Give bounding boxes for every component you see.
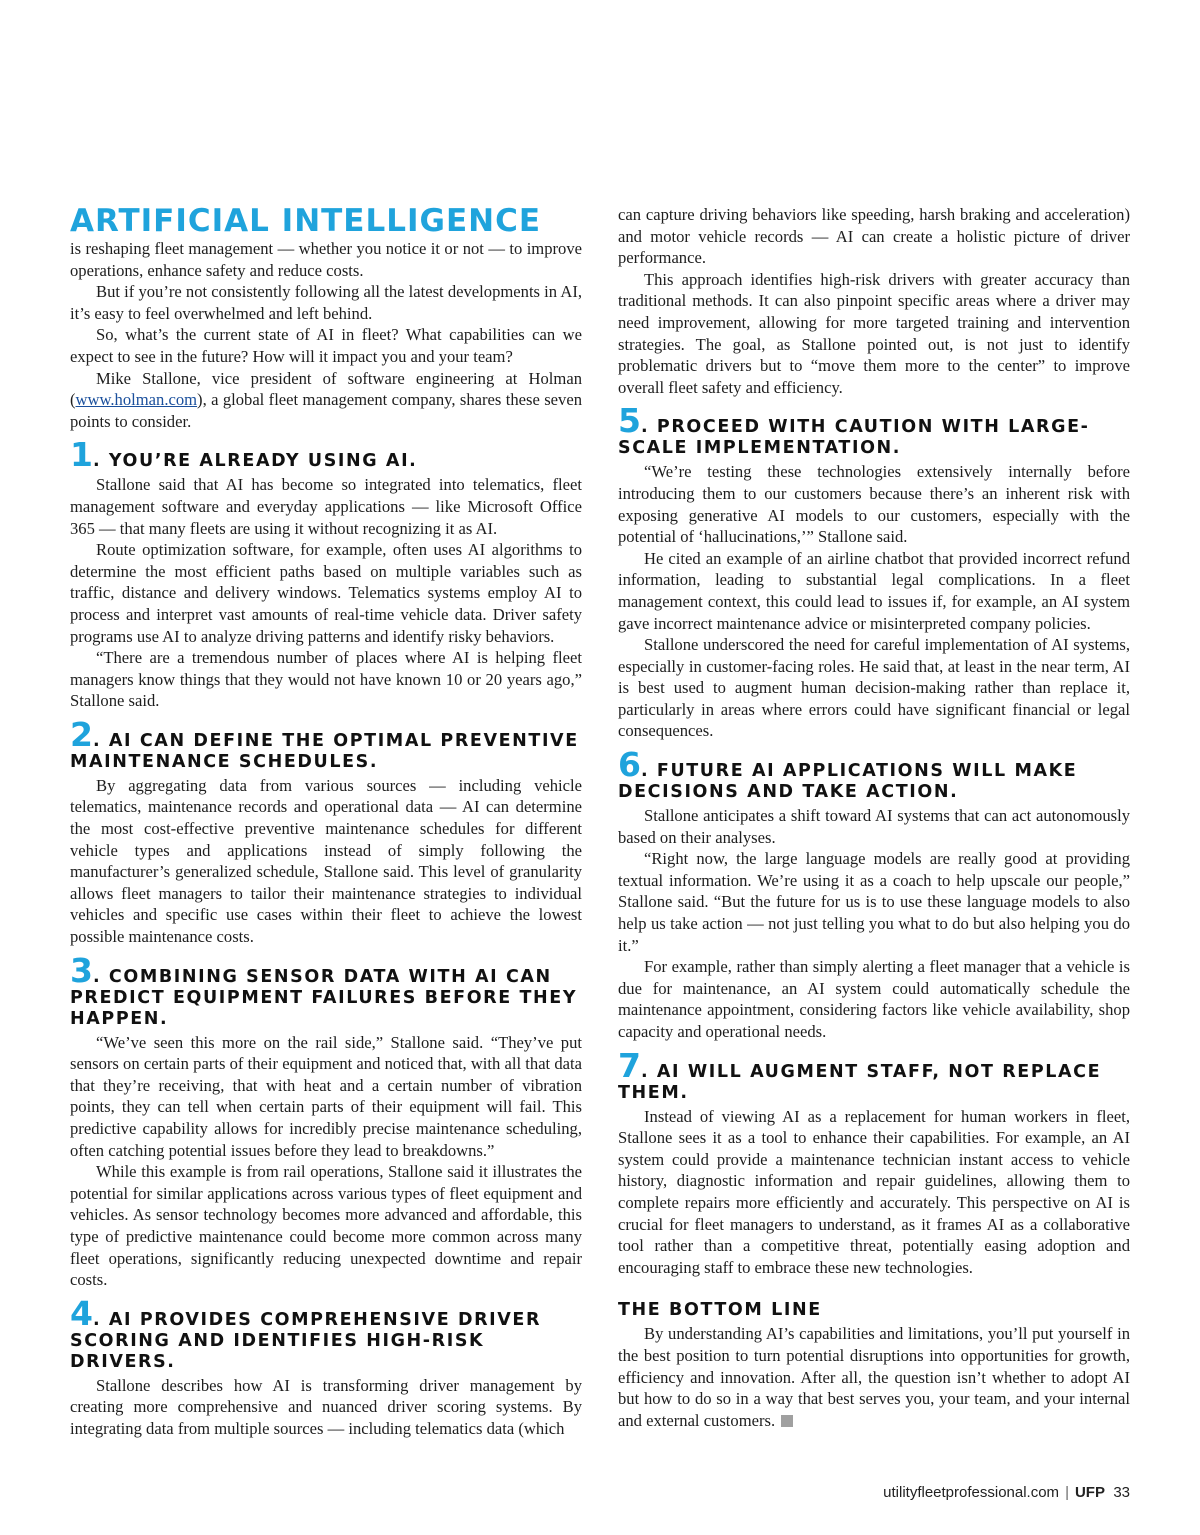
bottom-line-section: [618, 1300, 1130, 1431]
section-3: [70, 950, 582, 1291]
intro-paragraph-holman: [70, 368, 582, 433]
section-paragraph: Stallone anticipates a shift toward AI systems that can act autonomously based on their analyses.: [618, 806, 1130, 847]
section-number: 1: [70, 435, 93, 475]
article-title: ARTIFICIAL INTELLIGENCE: [70, 203, 542, 239]
intro-paragraph: is reshaping fleet management — whether you notice it or not — to improve operations, enhance safety and reduce costs.: [70, 239, 582, 280]
section-paragraph: “There are a tremendous number of places where AI is helping fleet managers know things that they would not have known 10 or 20 years ago,” Stallone said.: [70, 648, 582, 711]
right-column: [618, 204, 1130, 1431]
section-heading: [618, 1045, 1130, 1104]
section-paragraph: For example, rather than simply alerting a fleet manager that a vehicle is due for maintenance, an AI system could automatically schedule the maintenance appointment, considering factors like vehicle availability, shop capacity and operational needs.: [618, 957, 1130, 1041]
section-paragraph: Instead of viewing AI as a replacement for human workers in fleet, Stallone sees it as a tool to enhance their capabilities. For example, an AI system could provide a maintenance technician instant access to vehicle history, diagnostic information and repair guidelines, allowing them to complete repairs more efficiently and accurately. This perspective on AI is crucial for fleet managers to understand, as it frames AI as a collaborative tool rather than a competitive threat, potentially easing adoption and encouraging staff to embrace these new technologies.: [618, 1106, 1130, 1277]
section-heading: [618, 401, 1130, 459]
footer-separator: |: [1065, 1484, 1069, 1501]
section-heading-text: . AI WILL AUGMENT STAFF, NOT REPLACE THEM.: [618, 1061, 1102, 1103]
section-heading-text: . YOU’RE ALREADY USING AI.: [92, 451, 418, 472]
section-paragraph: Stallone underscored the need for careful implementation of AI systems, especially in customer-facing roles. He said that, at least in the near term, AI is best used to augment human decision-making rather than replace it, particularly in areas where errors could have significant financial or legal consequences.: [618, 635, 1130, 741]
section-paragraph: While this example is from rail operations, Stallone said it illustrates the potential for similar applications across various types of fleet equipment and vehicles. As sensor technology becomes more advanced and affordable, this type of predictive maintenance could become more common across many fleet operations, significantly reducing unexpected downtime and repair costs.: [70, 1162, 582, 1290]
section-number: 7: [618, 1045, 641, 1085]
section-2: [70, 714, 582, 948]
section-number: 2: [70, 714, 93, 754]
section-paragraph: “Right now, the large language models are really good at providing textual information. We’re using it as a coach to help upscale our people,” Stallone said. “But the future for us is to use these language models to also help us take action — not just telling you what to do but also helping you do it.”: [618, 849, 1130, 955]
bottom-line-heading: THE BOTTOM LINE: [618, 1300, 822, 1321]
bottom-line-paragraph: [618, 1323, 1130, 1431]
section-number: 6: [618, 745, 641, 785]
section-heading-text: . COMBINING SENSOR DATA WITH AI CAN PREDICT EQUIPMENT FAILURES BEFORE THEY HAPPEN.: [70, 966, 578, 1029]
section-number: 5: [618, 401, 641, 441]
section-5: [618, 401, 1130, 742]
section-paragraph: Route optimization software, for example, often uses AI algorithms to determine the most efficient paths based on multiple variables such as traffic, distance and delivery windows. Telematics systems employ AI to process and interpret vast amounts of real-time vehicle data. Driver safety programs use AI to analyze driving patterns and identify risky behaviors.: [70, 540, 582, 646]
end-of-article-square-icon: [781, 1415, 793, 1427]
intro-paragraph: So, what’s the current state of AI in fleet? What capabilities can we expect to see in the future? How will it impact you and your team?: [70, 325, 582, 366]
section-paragraph: “We’re testing these technologies extensively internally before introducing them to our customers because there’s an inherent risk with exposing generative AI models to our customers, especially with the potential of ‘hallucinations,’” Stallone said.: [618, 462, 1130, 547]
holman-link[interactable]: www.holman.com: [75, 390, 198, 410]
section-1: [70, 435, 582, 712]
intro-text: ), a global fleet management company, shares these seven points to consider.: [70, 390, 582, 431]
section-heading: [70, 435, 582, 475]
footer-site: utilityfleetprofessional.com: [883, 1484, 1060, 1501]
section-paragraph: “We’ve seen this more on the rail side,” Stallone said. “They’ve put sensors on certain parts of their equipment and noticed that, with all that data that they’re receiving, that with heat and a certain number of vibration points, they can tell when certain parts of their equipment will fail. This predictive capability allows for incredibly precise maintenance scheduling, often catching potential issues before they lead to breakdowns.”: [70, 1032, 582, 1160]
intro-paragraph: But if you’re not consistently following all the latest developments in AI, it’s easy to feel overwhelmed and left behind.: [70, 282, 582, 323]
section-paragraph: He cited an example of an airline chatbot that provided incorrect refund information, leading to substantial legal complications. In a fleet management context, this could lead to issues if, for example, an AI system gave incorrect maintenance advice or misinterpreted company policies.: [618, 548, 1130, 633]
left-column: [70, 204, 582, 1440]
section-4: [70, 1293, 582, 1440]
section-heading: [70, 950, 582, 1030]
section-heading-text: . FUTURE AI APPLICATIONS WILL MAKE DECISIONS AND TAKE ACTION.: [618, 761, 1078, 803]
section-heading: [70, 714, 582, 773]
section-heading: [618, 745, 1130, 803]
section-number: 4: [70, 1293, 93, 1333]
continued-paragraph: can capture driving behaviors like speeding, harsh braking and acceleration) and motor vehicle records — AI can create a holistic picture of driver performance.: [618, 205, 1130, 268]
footer-brand: UFP: [1074, 1484, 1105, 1501]
section-heading-text: . AI PROVIDES COMPREHENSIVE DRIVER SCORING AND IDENTIFIES HIGH-RISK DRIVERS.: [70, 1309, 542, 1372]
section-paragraph: Stallone said that AI has become so integrated into telematics, fleet management software and everyday applications — like Microsoft Office 365 — that many fleets are using it without recognizing it as AI.: [70, 475, 582, 538]
section-7: [618, 1045, 1130, 1279]
section-6: [618, 745, 1130, 1043]
bottom-line-text: By understanding AI’s capabilities and limitations, you’ll put yourself in the best position to turn potential disruptions into opportunities for growth, efficiency and innovation. After all, the question isn’t whether to adopt AI but how to do so in a way that best serves you, your team, and your internal and external customers.: [618, 1324, 1130, 1430]
section-heading-text: . AI CAN DEFINE THE OPTIMAL PREVENTIVE MAINTENANCE SCHEDULES.: [70, 730, 579, 772]
continued-paragraph: This approach identifies high-risk drivers with greater accuracy than traditional methods. It can also pinpoint specific areas where a driver may need improvement, allowing for more targeted training and intervention strategies. The goal, as Stallone pointed out, is not just to identify problematic drivers but to “move them more to the center” to improve overall fleet safety and efficiency.: [618, 269, 1130, 397]
section-heading-text: . PROCEED WITH CAUTION WITH LARGE-SCALE IMPLEMENTATION.: [618, 417, 1090, 459]
page-number: 33: [1113, 1484, 1130, 1501]
section-number: 3: [70, 950, 93, 990]
section-paragraph: By aggregating data from various sources — including vehicle telematics, maintenance records and operational data — AI can determine the most cost-effective preventive maintenance schedules for different vehicle types and applications instead of simply following the manufacturer’s generalized schedule, Stallone said. This level of granularity allows fleet managers to tailor their maintenance strategies to individual vehicles and specific use cases within their fleet to achieve the lowest possible maintenance costs.: [70, 775, 582, 947]
page-footer: [883, 1484, 1130, 1501]
intro-text: Mike Stallone, vice president of software engineering at Holman (: [70, 368, 582, 410]
section-heading: [70, 1293, 582, 1373]
section-paragraph: Stallone describes how AI is transforming driver management by creating more comprehensive and nuanced driver scoring systems. By integrating data from multiple sources — including telematics data (which: [70, 1375, 582, 1438]
